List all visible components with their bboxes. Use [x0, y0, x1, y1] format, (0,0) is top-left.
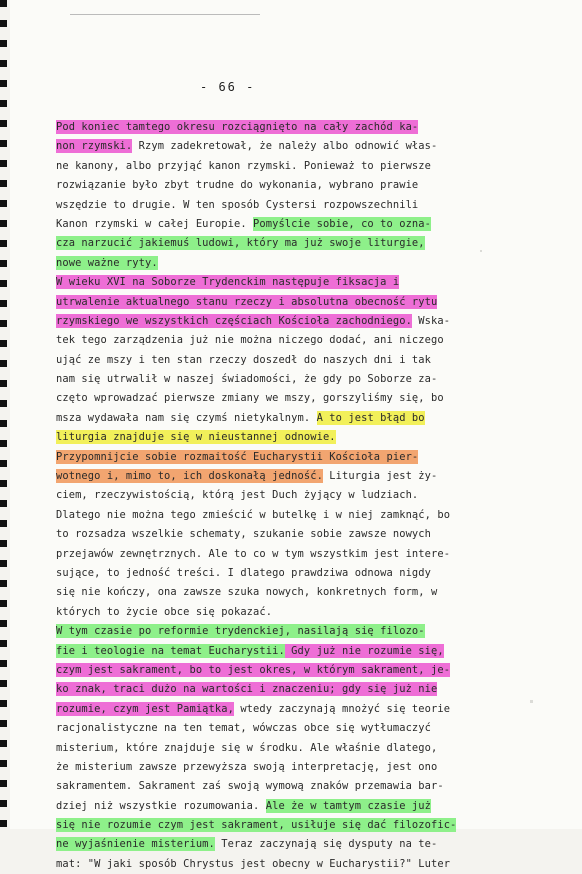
text-line [56, 486, 476, 505]
text-line [56, 389, 476, 408]
text-segment: ciem, rzeczywistością, którą jest Duch żyjący w ludziach. [56, 489, 419, 502]
text-line [56, 835, 476, 854]
green-highlight: nowe ważne ryty. [56, 256, 158, 269]
pink-highlight: W wieku XVI na Soborze Trydenckim następuje fiksacja i [56, 276, 400, 289]
text-segment: Liturgia jest ży- [322, 470, 438, 483]
text-segment: tek tego zarządzenia już nie można niczego dodać, ani niczego [56, 334, 444, 347]
green-highlight: Pomyślcie sobie, co to ozna- [253, 217, 431, 230]
text-segment: ująć ze mszy i ten stan rzeczy doszedł do naszych dni i tak [56, 353, 431, 366]
text-line [56, 157, 476, 176]
binding-holes [0, 0, 7, 829]
text-line [56, 816, 476, 835]
text-line [56, 331, 476, 350]
yellow-highlight: liturgia znajduje się w nieustannej odnowie. [56, 431, 336, 444]
text-segment: których to życie obce się pokazać. [56, 605, 273, 618]
text-segment: sujące, to jedność treści. I dlatego prawdziwa odnowa nigdy [56, 566, 431, 579]
text-line [56, 603, 476, 622]
green-highlight: się nie rozumie czym jest sakrament, usiłuje się dać filozofic- [56, 819, 457, 832]
text-line [56, 545, 476, 564]
text-line [56, 370, 476, 389]
text-line [56, 234, 476, 253]
text-segment: Teraz zaczynają się dysputy na te- [214, 838, 438, 851]
yellow-highlight: A to jest błąd bo [316, 411, 425, 424]
text-line [56, 525, 476, 544]
text-segment: rozwiązanie było zbyt trudne do wykonania, wybrano prawie [56, 179, 419, 192]
pink-highlight: czym jest sakrament, bo to jest okres, w którym sakrament, je- [56, 663, 451, 676]
text-segment: misterium, które znajduje się w środku. Ale właśnie dlatego, [56, 741, 438, 754]
text-segment: że misterium zawsze przewyższa swoją interpretację, jest ono [56, 760, 438, 773]
text-segment: sakramentem. Sakrament zaś swoją wymową znaków przemawia bar- [56, 780, 444, 793]
pink-highlight: Pod koniec tamtego okresu rozciągnięto na cały zachód ka- [56, 121, 419, 133]
pink-highlight: rzymskiego we wszystkich częściach Kościoła zachodniego. [56, 314, 412, 327]
text-segment: Dlatego nie można tego zmieścić w butelkę i w niej zamknąć, bo [56, 508, 451, 521]
text-segment: Rzym zadekretował, że należy albo odnowić włas- [132, 140, 438, 153]
text-line [56, 564, 476, 583]
text-segment: nam się utrwalił w naszej świadomości, że gdy po Soborze za- [56, 373, 438, 386]
scan-speck [530, 700, 533, 703]
text-segment: wszędzie to drugie. W ten sposób Cystersi rozpowszechnili [56, 198, 419, 211]
text-line [56, 642, 476, 661]
page-number: - 66 - [200, 80, 256, 94]
text-segment: dziej niż wszystkie rozumowania. [56, 799, 266, 812]
text-line [56, 351, 476, 370]
pink-highlight: utrwalenie aktualnego stanu rzeczy i absolutna obecność rytu [56, 295, 438, 308]
green-highlight: Ale że w tamtym czasie już [265, 799, 431, 812]
text-line [56, 254, 476, 273]
scan-speck [480, 250, 482, 252]
text-line [56, 118, 476, 137]
orange-highlight: wotnego i, mimo to, ich doskonałą jedność. [56, 470, 323, 483]
text-segment: Wska- [411, 314, 451, 327]
text-segment: częto wprowadzać pierwsze zmiany we mszy, gorszyliśmy się, bo [56, 392, 444, 405]
text-line [56, 293, 476, 312]
text-line [56, 700, 476, 719]
pink-highlight: rozumie, czym jest Pamiątka, [56, 702, 234, 715]
scanned-page [10, 0, 582, 870]
green-highlight: fie i teologie na temat Eucharystii. [56, 644, 285, 657]
text-line [56, 467, 476, 486]
pink-highlight: Gdy już nie rozumie się, [284, 644, 444, 657]
text-line [56, 777, 476, 796]
green-highlight: W tym czasie po reformie trydenckiej, nasilają się filozo- [56, 625, 425, 638]
text-line [56, 137, 476, 156]
scan-edge-line [70, 14, 260, 15]
text-segment: msza wydawała nam się czymś nietykalnym. [56, 411, 317, 424]
text-line [56, 312, 476, 331]
text-line [56, 758, 476, 777]
text-segment: wtedy zaczynają mnożyć się teorie [233, 702, 451, 715]
text-line [56, 661, 476, 680]
text-line [56, 196, 476, 215]
text-line [56, 855, 476, 874]
text-segment: mat: "W jaki sposób Chrystus jest obecny w Eucharystii?" Luter [56, 857, 451, 870]
text-segment: Kanon rzymski w całej Europie. [56, 217, 254, 230]
pink-highlight: non rzymski. [56, 140, 133, 153]
body-text [56, 118, 476, 874]
text-segment: przejawów zewnętrznych. Ale to co w tym wszystkim jest intere- [56, 547, 451, 560]
text-line [56, 176, 476, 195]
text-line [56, 409, 476, 428]
text-segment: ne kanony, albo przyjąć kanon rzymski. Ponieważ to pierwsze [56, 159, 431, 172]
text-segment: się nie kończy, ona zawsze szuka nowych, konkretnych form, w [56, 586, 438, 599]
green-highlight: cza narzucić jakiemuś ludowi, który ma już swoje liturgie, [56, 237, 425, 250]
text-line [56, 680, 476, 699]
text-line [56, 739, 476, 758]
text-line [56, 797, 476, 816]
text-line [56, 215, 476, 234]
text-line [56, 622, 476, 641]
text-line [56, 719, 476, 738]
text-segment: racjonalistyczne na ten temat, wówczas obce się wytłumaczyć [56, 722, 431, 735]
text-segment: to rozsadza wszelkie schematy, szukanie sobie zawsze nowych [56, 528, 431, 541]
pink-highlight: ko znak, traci dużo na wartości i znaczeniu; gdy się już nie [56, 683, 438, 696]
text-line [56, 428, 476, 447]
text-line [56, 583, 476, 602]
text-line [56, 273, 476, 292]
orange-highlight: Przypomnijcie sobie rozmaitość Eucharystii Kościoła pier- [56, 450, 419, 463]
text-line [56, 448, 476, 467]
text-line [56, 506, 476, 525]
green-highlight: ne wyjaśnienie misterium. [56, 838, 215, 851]
